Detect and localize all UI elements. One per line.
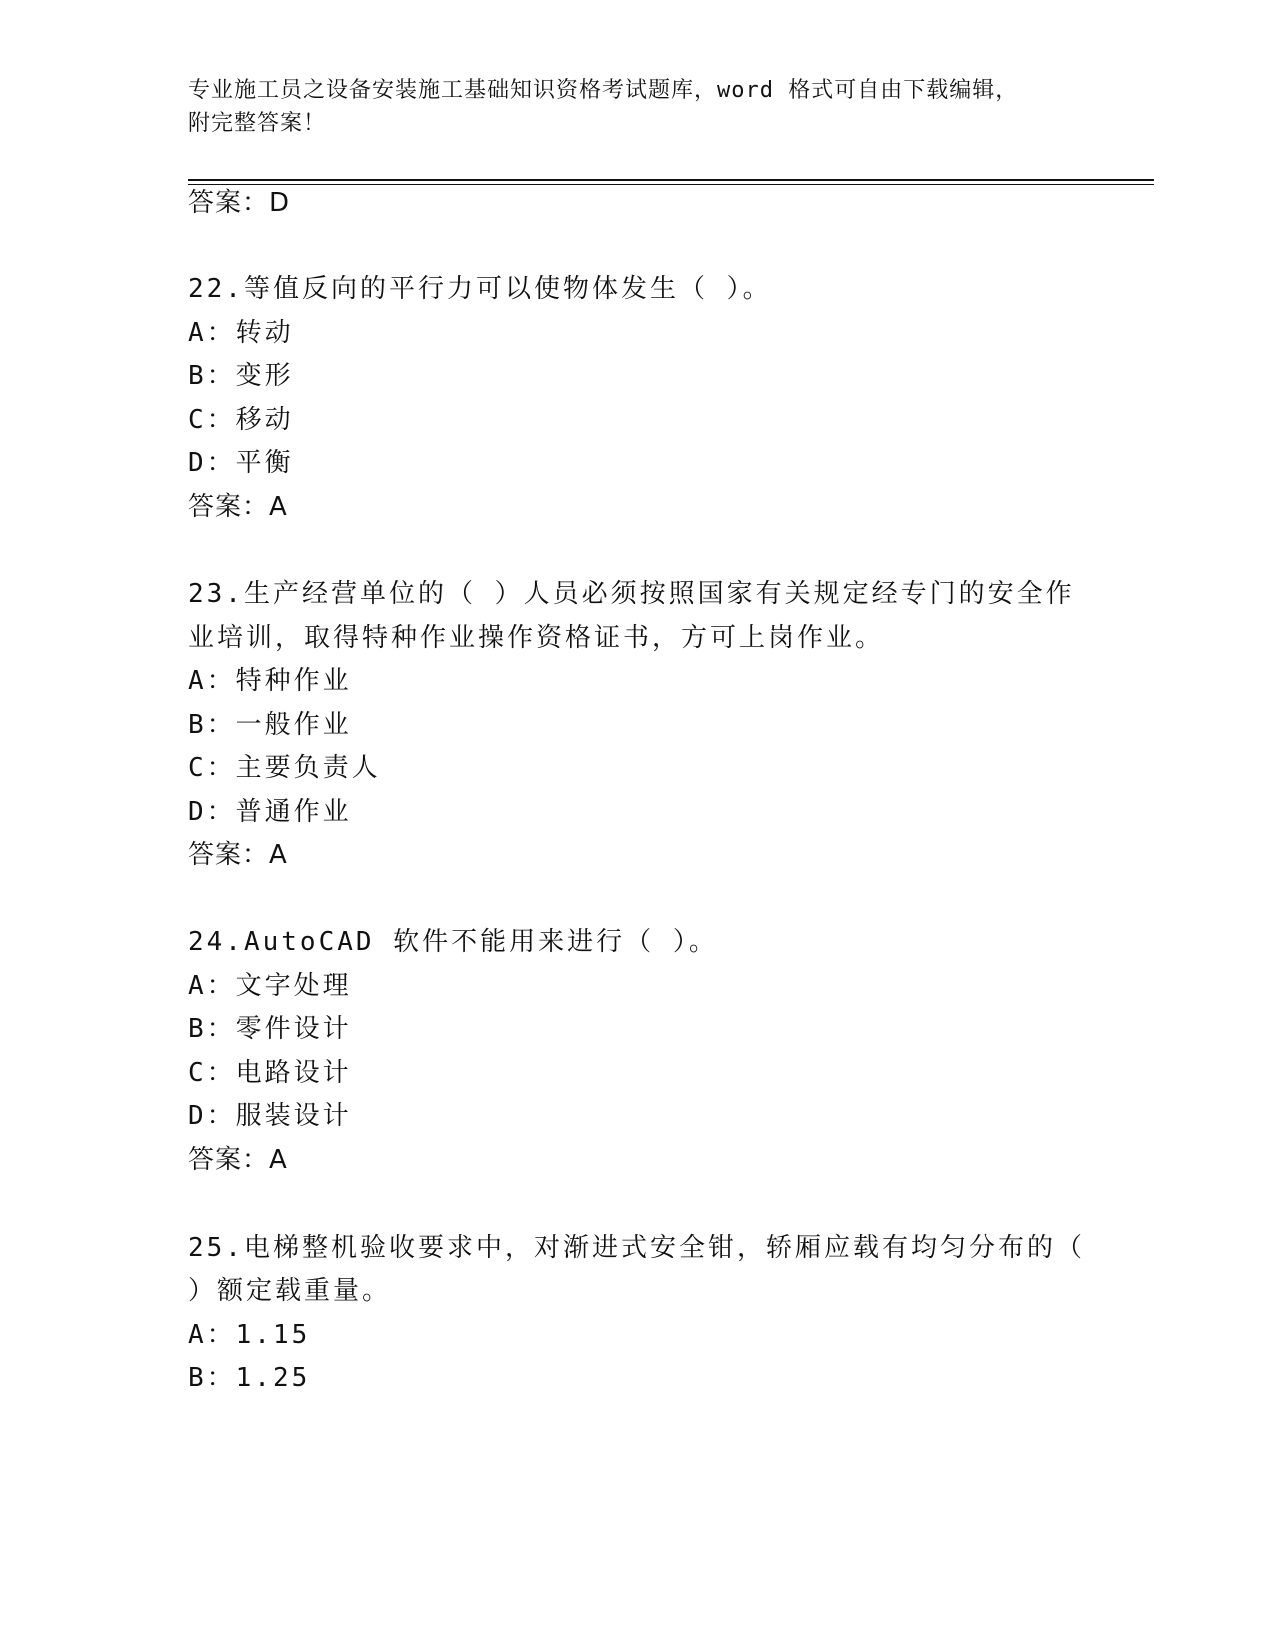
question-23-stem-line-1: 23.生产经营单位的（ ）人员必须按照国家有关规定经专门的安全作 xyxy=(188,579,1075,609)
question-25-stem-line-1: 25.电梯整机验收要求中，对渐进式安全钳，轿厢应载有均匀分布的（ xyxy=(188,1233,1085,1263)
answer-q21: 答案：D xyxy=(188,188,291,218)
question-24-stem: 24.AutoCAD 软件不能用来进行（ ）。 xyxy=(188,927,718,957)
question-24-option-d: D：服装设计 xyxy=(188,1101,352,1131)
question-22-option-a: A：转动 xyxy=(188,318,294,348)
question-23-option-b: B：一般作业 xyxy=(188,710,352,740)
header-divider-thick xyxy=(188,179,1154,181)
document-header xyxy=(188,74,1068,140)
question-25-option-b: B：1.25 xyxy=(188,1363,311,1393)
header-line-1: 专业施工员之设备安装施工基础知识资格考试题库，word 格式可自由下载编辑， xyxy=(188,78,1019,103)
question-22-stem: 22.等值反向的平行力可以使物体发生（ ）。 xyxy=(188,274,772,304)
question-23-option-d: D：普通作业 xyxy=(188,797,352,827)
question-24-option-b: B：零件设计 xyxy=(188,1014,352,1044)
question-24-option-c: C：电路设计 xyxy=(188,1058,352,1088)
question-22-option-d: D：平衡 xyxy=(188,448,294,478)
question-23-option-a: A：特种作业 xyxy=(188,666,352,696)
question-22-option-c: C：移动 xyxy=(188,405,294,435)
question-24-option-a: A：文字处理 xyxy=(188,971,352,1001)
header-line-2: 附完整答案！ xyxy=(188,111,327,136)
question-25-stem-line-2: ）额定载重量。 xyxy=(188,1276,392,1306)
question-22-option-b: B：变形 xyxy=(188,361,294,391)
answer-q24: 答案：A xyxy=(188,1145,288,1175)
answer-q22: 答案：A xyxy=(188,492,288,522)
question-25-option-a: A：1.15 xyxy=(188,1320,311,1350)
header-divider-thin xyxy=(188,184,1154,185)
question-23-stem-line-2: 业培训，取得特种作业操作资格证书，方可上岗作业。 xyxy=(188,623,885,653)
answer-q23: 答案：A xyxy=(188,840,288,870)
question-23-option-c: C：主要负责人 xyxy=(188,753,381,783)
